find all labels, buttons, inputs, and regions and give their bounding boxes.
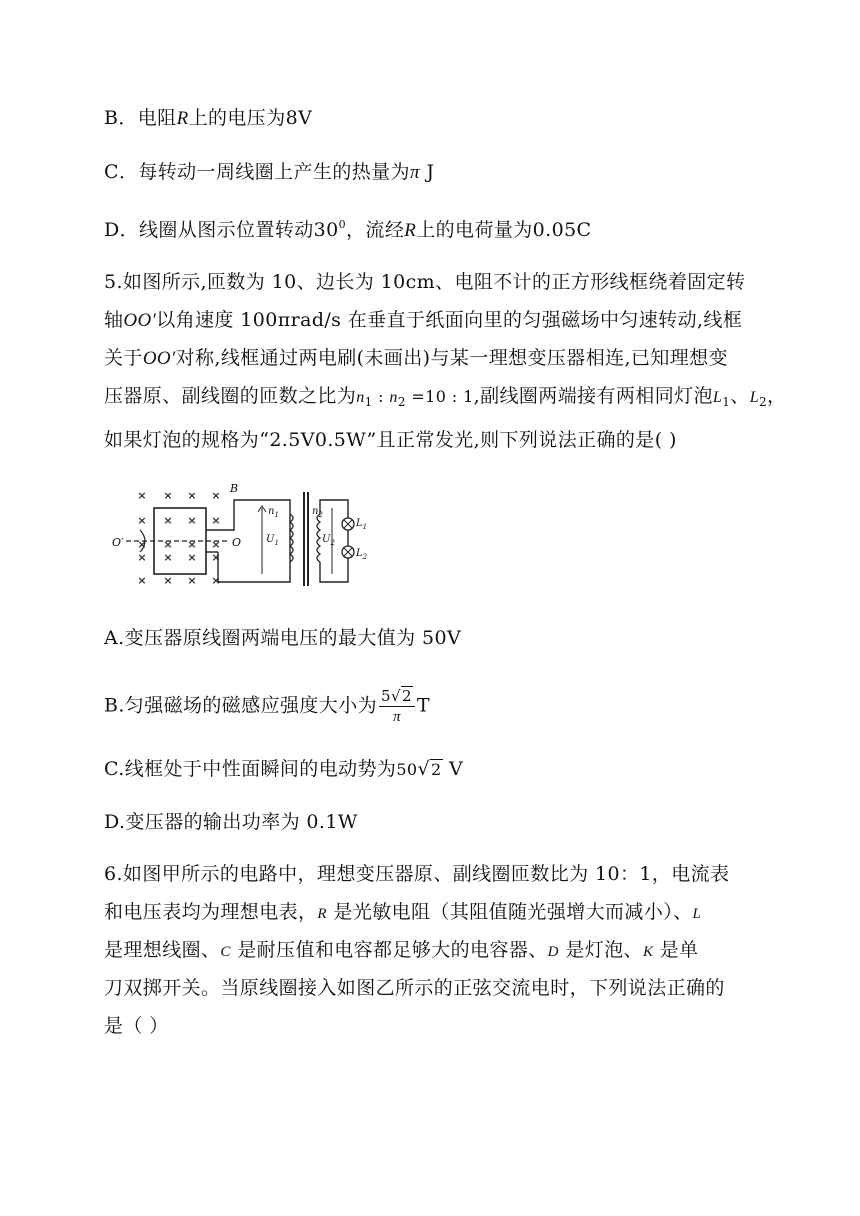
emf-value: 50 <box>396 760 418 779</box>
axis-label: OO′ <box>142 348 176 369</box>
field-label: B <box>230 482 239 495</box>
symbol-pi: π <box>409 162 420 183</box>
q4-option-c-text: C．每转动一周线圈上产生的热量为 <box>104 161 410 183</box>
q6-text: 是灯泡、 <box>558 939 643 961</box>
q5-text: 轴 <box>104 309 124 331</box>
radicand: 2 <box>431 760 442 779</box>
unit: V <box>442 758 464 780</box>
degree-mark: 0 <box>338 218 347 231</box>
unit: T <box>416 694 430 717</box>
q5-option-a: A.变压器原线圈两端电压的最大值为 50V <box>104 627 462 649</box>
q6-text: 是理想线圈、 <box>104 939 221 961</box>
svg-text:×: × <box>187 574 197 587</box>
svg-text:×: × <box>163 574 173 587</box>
q4-option-c <box>104 160 434 185</box>
symbol-k: K <box>642 944 654 960</box>
subscript: 1 <box>364 395 373 409</box>
q4-option-c-unit: J <box>419 161 435 183</box>
q6-stem-line-2 <box>104 900 701 926</box>
q6-text: 是光敏电阻（其阻值随光强增大而减小）、 <box>326 901 693 923</box>
variable-r: R <box>176 108 189 129</box>
q4-option-d-text-end: 上的电荷量为0.05C <box>416 219 592 241</box>
axis-label-right: O <box>232 536 242 549</box>
svg-text:×: × <box>163 538 173 551</box>
u2-label: $U_2$ <box>322 534 335 547</box>
svg-text:×: × <box>137 514 147 527</box>
symbol-c: C <box>220 944 231 960</box>
svg-text:×: × <box>211 514 221 527</box>
q6-stem-line-4: 刀双掷开关。当原线圈接入如图乙所示的正弦交流电时，下列说法正确的 <box>104 977 725 999</box>
q4-option-d <box>104 213 592 243</box>
q5-stem-line-1: 5.如图所示,匝数为 10、边长为 10cm、电阻不计的正方形线框绕着固定转 <box>104 271 746 293</box>
svg-text:×: × <box>163 551 173 564</box>
lamp-symbol: L <box>749 389 759 406</box>
q5-stem-line-3 <box>104 346 728 371</box>
q5-circuit-figure <box>108 478 372 590</box>
q6-stem-line-1: 6.如图甲所示的电路中，理想变压器原、副线圈匝数比为 10：1，电流表 <box>104 863 730 885</box>
separator: ， <box>767 385 787 407</box>
turns-symbol: n <box>389 389 398 406</box>
fraction-numerator: 5 <box>381 687 391 705</box>
l1-label: $L_1$ <box>356 518 368 531</box>
svg-text:×: × <box>137 574 147 587</box>
q6-stem-line-5: 是（ ） <box>104 1015 169 1037</box>
svg-text:×: × <box>187 489 197 502</box>
q5-stem-line-5: 如果灯泡的规格为“2.5V0.5W”且正常发光,则下列说法正确的是( ) <box>104 429 677 451</box>
subscript: 1 <box>722 395 731 409</box>
magnetic-field-crosses <box>137 489 220 587</box>
fraction-denominator: π <box>392 709 401 725</box>
svg-text:×: × <box>163 514 173 527</box>
svg-text:×: × <box>137 489 147 502</box>
ratio-colon: : <box>372 387 390 406</box>
n2-label: $n_2$ <box>312 506 323 519</box>
secondary-coil <box>317 514 320 562</box>
subscript: 2 <box>397 395 406 409</box>
turns-symbol: n <box>356 389 365 406</box>
svg-text:×: × <box>211 538 221 551</box>
u1-label: $U_1$ <box>266 534 279 547</box>
symbol-r: R <box>317 906 327 922</box>
q5-option-b-text: B.匀强磁场的磁感应强度大小为 <box>104 694 378 717</box>
q6-text: 是耐压值和电容都足够大的电容器、 <box>230 939 548 961</box>
q5-option-b <box>104 688 430 725</box>
q5-text: 压器原、副线圈的匝数之比为 <box>104 385 357 407</box>
q5-stem-line-2 <box>104 308 742 333</box>
l2-label: $L_2$ <box>356 548 368 561</box>
q4-option-b-text-end: 上的电压为8V <box>188 107 313 129</box>
svg-text:×: × <box>211 489 221 502</box>
q4-option-d-mid: ，流经 <box>346 219 405 241</box>
q5-text: 对称,线框通过两电刷(未画出)与某一理想变压器相连,已知理想变 <box>175 347 728 369</box>
q5-stem-line-4 <box>104 384 786 414</box>
svg-text:×: × <box>187 551 197 564</box>
subscript: 2 <box>759 395 768 409</box>
q4-option-d-text: D．线圈从图示位置转动30 <box>104 219 339 241</box>
radicand: 2 <box>401 687 412 705</box>
axis-label-left: O′ <box>112 536 124 549</box>
q5-option-c-text: C.线框处于中性面瞬间的电动势为 <box>104 758 397 780</box>
primary-coil <box>290 514 293 562</box>
q5-text: ,副线圈两端接有两相同灯泡 <box>473 385 713 407</box>
symbol-l: L <box>692 906 702 922</box>
svg-text:×: × <box>137 538 147 551</box>
q6-text: 和电压表均为理想电表， <box>104 901 318 923</box>
q5-text: 关于 <box>104 347 143 369</box>
svg-text:×: × <box>163 489 173 502</box>
q4-option-b <box>104 106 312 131</box>
n1-label: $n_1$ <box>268 506 279 519</box>
axis-label: OO′ <box>123 310 157 331</box>
separator: 、 <box>730 385 750 407</box>
variable-r: R <box>404 220 417 241</box>
q4-option-b-text: B．电阻 <box>104 107 177 129</box>
svg-text:×: × <box>137 551 147 564</box>
q5-option-d: D.变压器的输出功率为 0.1W <box>104 811 358 833</box>
ratio-value: =10 : 1 <box>405 387 474 406</box>
q6-text: 是单 <box>653 939 699 961</box>
symbol-d: D <box>547 944 559 960</box>
q5-text: 以角速度 100πrad/s 在垂直于纸面向里的匀强磁场中匀速转动,线框 <box>156 309 743 331</box>
q5-option-c: C.线框处于中性面瞬间的电动势为50√2 V <box>104 758 464 780</box>
fraction: $\frac{5√2}{\pi}$ <box>379 688 415 725</box>
svg-text:×: × <box>211 574 221 587</box>
svg-text:×: × <box>187 514 197 527</box>
q6-stem-line-3 <box>104 938 699 964</box>
lamp-symbol: L <box>712 389 723 406</box>
svg-text:×: × <box>187 538 197 551</box>
circuit-diagram <box>108 478 372 590</box>
svg-text:×: × <box>211 551 221 564</box>
